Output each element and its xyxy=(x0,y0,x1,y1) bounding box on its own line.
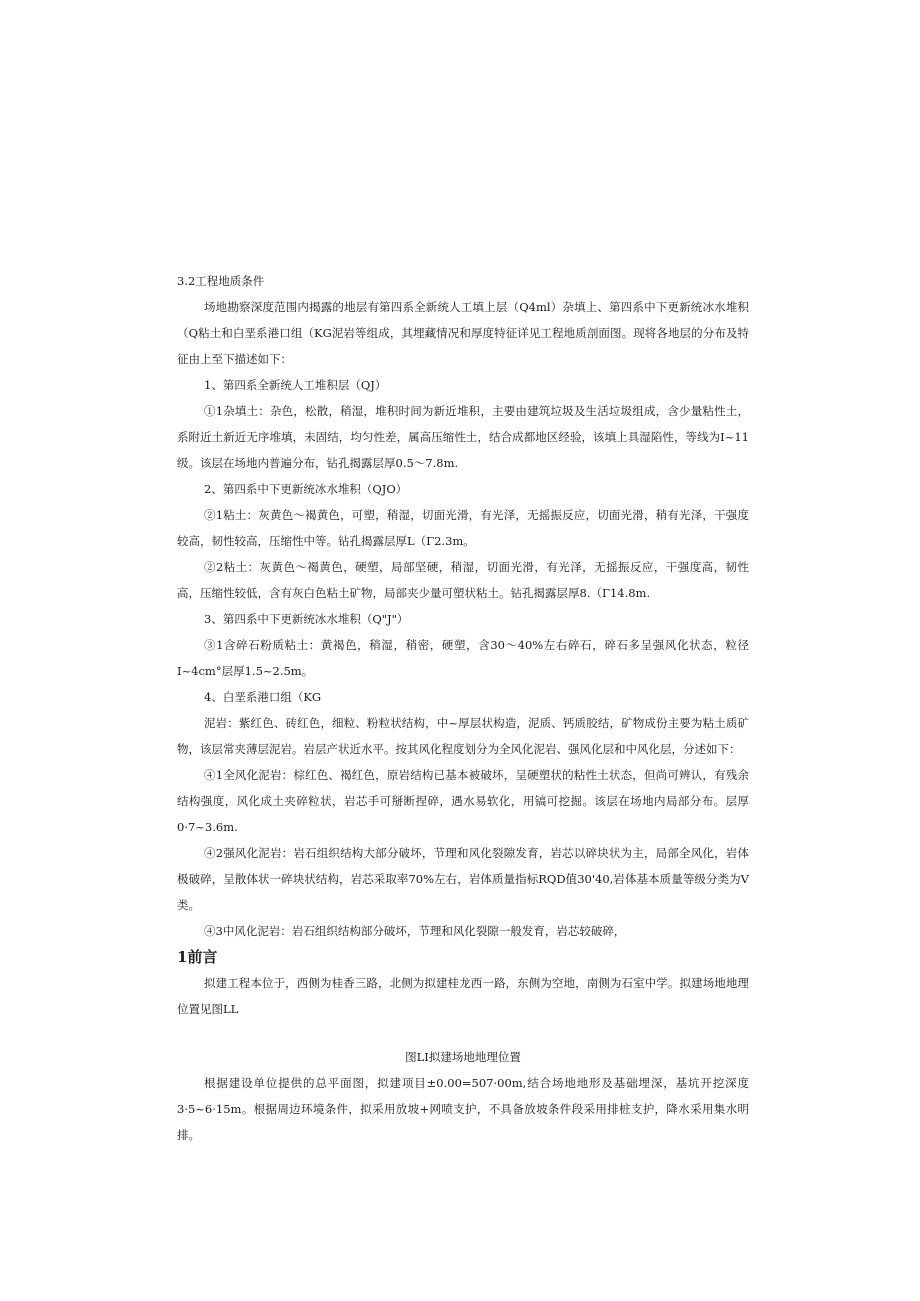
layer4-title: 4、白垩系港口组（KG xyxy=(204,690,322,704)
section-title: 3.2工程地质条件 xyxy=(177,274,265,288)
layer3-title: 3、第四系中下更新统冰水堆积（Q"J"） xyxy=(204,612,409,626)
layer2-clay-2: ②2粘土：灰黄色～褐黄色，硬塑，局部坚硬，稍湿，切面光滑，有光泽，无摇振反应，干强度高，韧性高，压缩性较低，含有灰白色粘土矿物，局部夹少量可塑状粘土。钻孔揭露层厚8.（Γ14.8m. xyxy=(177,560,749,600)
layer4-moderately-weathered: ④3中风化泥岩：岩石组织结构部分破坏，节理和风化裂隙一般发育，岩芯较破碎， xyxy=(204,924,626,938)
layer3-description: ③1含碎石粉质粘土：黄褐色，稍湿，稍密，硬塑，含30～40%左右碎石，碎石多呈强风化状态，粒径I~4cm°层厚1.5~2.5m。 xyxy=(177,638,749,678)
document-body xyxy=(177,268,749,1148)
layer4-fully-weathered: ④1全风化泥岩：棕红色、褐红色，原岩结构已基本被破坏，呈硬塑状的粘性土状态，但尚可辨认，有残余结构强度，风化成土夹碎粒状，岩芯手可掰断捏碎，遇水易软化，用镐可挖掘。该层在场地内局部分布。层厚0·7~3.6m. xyxy=(177,768,749,834)
layer2-clay-1: ②1粘土：灰黄色～褐黄色，可塑，稍湿，切面光滑，有光泽，无摇振反应，切面光滑，稍有光泽，干强度较高，韧性较高，压缩性中等。钻孔揭露层厚L（Γ2.3m。 xyxy=(177,508,749,548)
section-intro: 场地勘察深度范围内揭露的地层有第四系全新统人工填上层（Q4ml）杂填上、第四系中下更新统冰水堆积（Q粘土和白垩系港口组（KG泥岩等组成，其埋藏情况和厚度特征详见工程地质剖面图。现将各地层的分布及特征由上至下描述如下： xyxy=(177,300,749,366)
layer4-intro: 泥岩：紫红色、砖红色，细粒、粉粒状结构，中~厚层状构造，泥质、钙质胶结，矿物成份主要为粘土质矿物，该层常夹薄层泥岩。岩层产状近水平。按其风化程度划分为全风化泥岩、强风化层和中风化层，分述如下： xyxy=(177,716,749,756)
layer2-title: 2、第四系中下更新统冰水堆积（QJO） xyxy=(204,482,408,496)
chapter-paragraph-2: 根据建设单位提供的总平面图，拟建项目±0.00=507·00m,结合场地地形及基础埋深，基坑开挖深度3·5~6·15m。根据周边环境条件，拟采用放坡+网喷支护，不具备放坡条件段采用排桩支护，降水采用集水明排。 xyxy=(177,1076,749,1142)
figure-caption: 图LI拟建场地地理位置 xyxy=(405,1050,521,1064)
chapter-paragraph-1: 拟建工程本位于，西侧为桂香三路，北侧为拟建桂龙西一路，东侧为空地，南侧为石室中学。拟建场地地理位置见图LL xyxy=(177,976,749,1016)
layer1-description: ①1杂填土：杂色，松散，稍湿，堆积时间为新近堆积，主要由建筑垃圾及生活垃圾组成，含少量粘性土，系附近土新近无序堆填，未固结，均匀性差，属高压缩性土，结合成都地区经验，该填上具湿陷性，等线为I~11级。该层在场地内普遍分布，钻孔揭露层厚0.5～7.8m. xyxy=(177,404,749,470)
layer4-strongly-weathered: ④2强风化泥岩：岩石组织结构大部分破坏，节理和风化裂隙发育，岩芯以碎块状为主，局部全风化，岩体极破碎，呈散体状一碎块状结构，岩芯采取率70%左右，岩体质量指标RQD值30'40,岩体基本质量等级分类为V类。 xyxy=(177,846,749,912)
layer1-title: 1、第四系全新统人工堆积层（QJ） xyxy=(204,378,387,392)
chapter-title: 1前言 xyxy=(177,948,218,966)
